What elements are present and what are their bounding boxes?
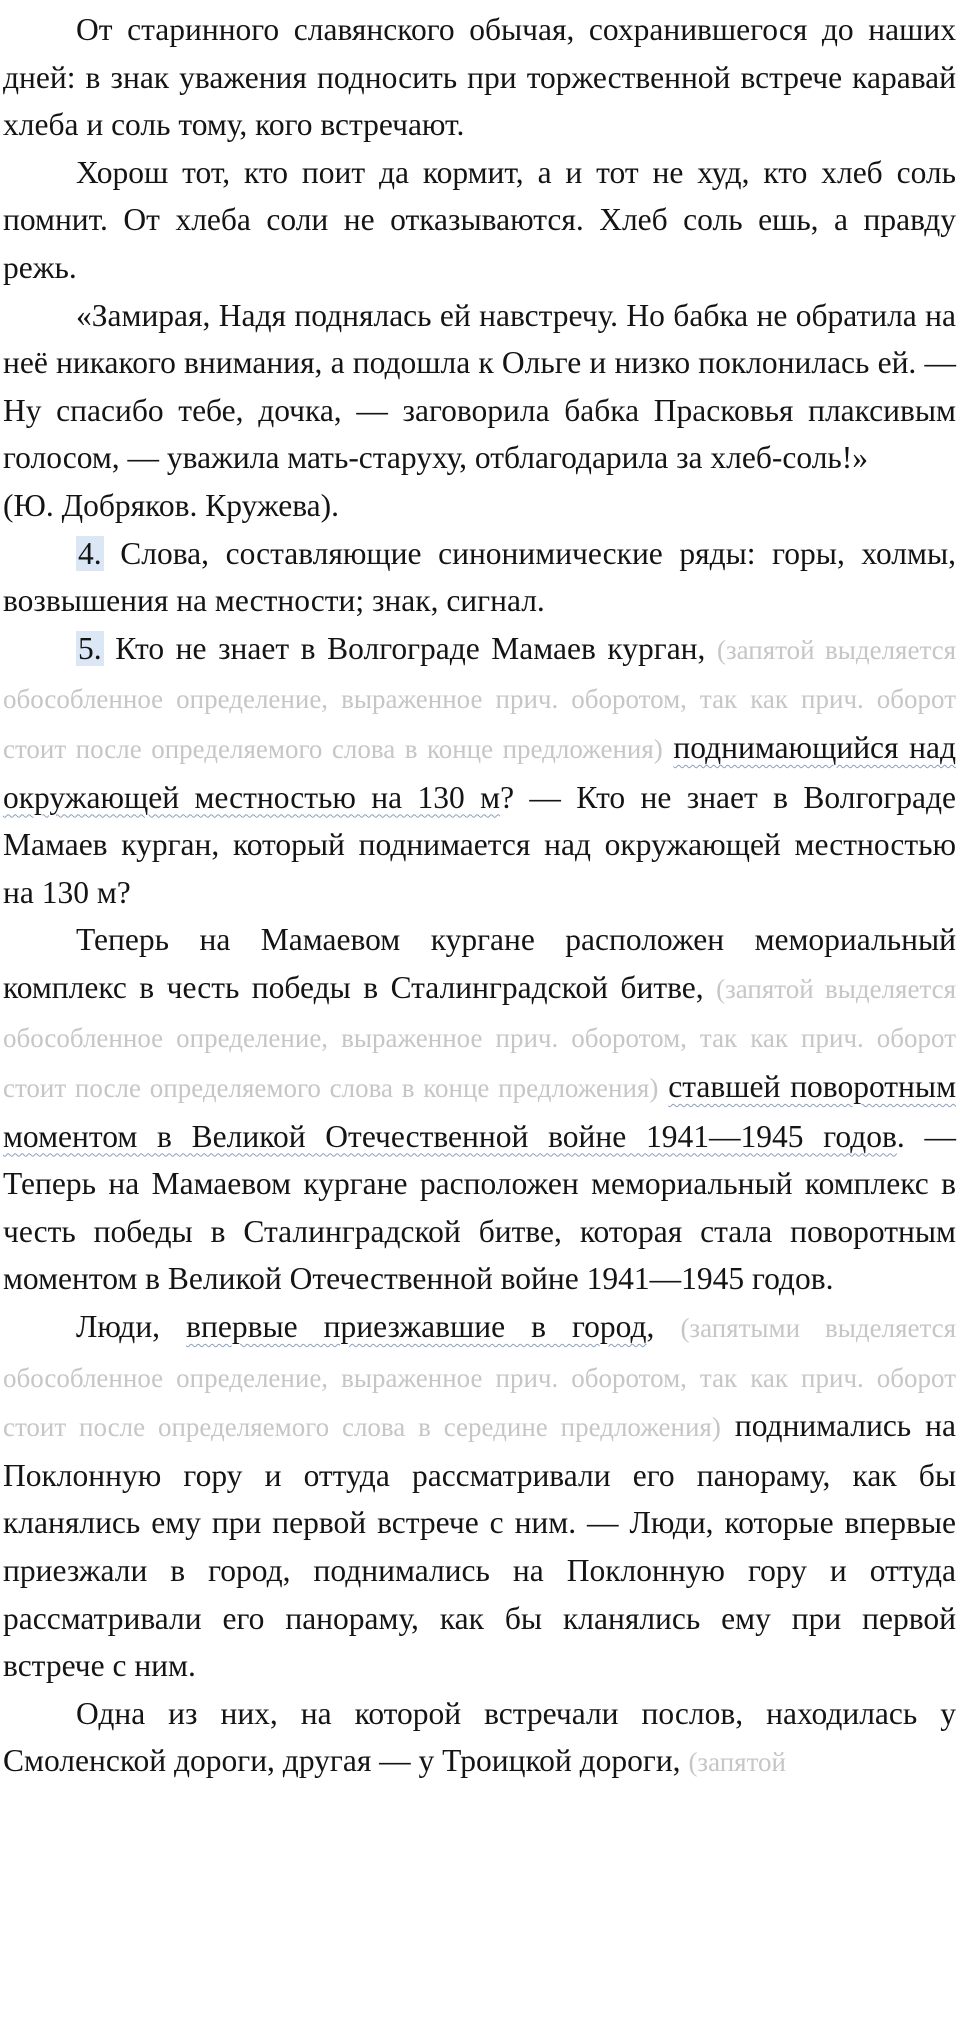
paragraph-proverbs: Хорош тот, кто поит да кормит, а и тот не худ, кто хлеб соль помнит. От хлеба соли не отказываются. Хлеб соль ешь, а правду режь. (3, 154, 956, 285)
paragraph-task-5 (3, 625, 956, 917)
participle-phrase: впервые приезжавшие в город (186, 1309, 647, 1345)
quote-source: (Ю. Добряков. Кружева). (3, 487, 340, 523)
paragraph-custom-origin: От старинного славянского обычая, сохранившегося до наших дней: в знак уважения подносить при торжественной встрече каравай хлеба и соль тому, кого встречают. (3, 12, 956, 143)
grammar-note: (запятой выделяется обособленное определение, выраженное прич. оборотом, так как прич. оборот стоит после определяемого слова в конце предложения) (3, 634, 956, 764)
paragraph-quote: «Замирая, Надя поднялась ей навстречу. Но бабка не обратила на неё никакого внимания, а подошла к Ольге и низко поклонилась ей. — Ну спасибо тебе, дочка, — заговорила бабка Прасковья плаксивым голосом, — уважила мать-старуху, отблагодарила за хлеб-соль!» (3, 297, 956, 476)
paragraph-task-4 (3, 530, 956, 625)
sentence-text: Кто не знает в Волгограде Мамаев курган, (103, 630, 717, 666)
participle-phrase: поднимающийся над окружающей местностью на 130 м (3, 729, 957, 815)
sentence-text: , (646, 1309, 681, 1345)
participle-phrase: ставшей поворотным моментом в Великой Отечественной войне 1941—1945 годов (3, 1069, 957, 1154)
sentence-text: ? — Кто не знает в Волгограде Мамаев курган, который поднимается над окружающей местностью на 130 м? (3, 779, 956, 910)
sentence-text: Теперь на Мамаевом кургане расположен мемориальный комплекс в честь победы в Сталинградской битве, (3, 922, 956, 1005)
paragraph-memorial (3, 916, 956, 1303)
sentence-text: . — Теперь на Мамаевом кургане расположен мемориальный комплекс в честь победы в Сталинградской битве, которая стала поворотным моментом в Великой Отечественной войне 1941—1945 годов. (3, 1118, 957, 1297)
grammar-note: (запятой (688, 1747, 786, 1778)
paragraph-people (3, 1303, 956, 1690)
task-text: Слова, составляющие синонимические ряды: горы, холмы, возвышения на местности; знак, сигнал. (3, 535, 956, 619)
grammar-note: (запятой выделяется обособленное определение, выраженное прич. оборотом, так как прич. оборот стоит после определяемого слова в конце предложения) (3, 973, 956, 1104)
sentence-text: Одна из них, на которой встречали послов, находилась у Смоленской дороги, другая — у Троицкой дороги, (3, 1695, 956, 1779)
sentence-text: Люди, (76, 1309, 187, 1345)
task-number: 4. (78, 535, 102, 571)
grammar-note: (запятыми выделяется обособленное определение, выраженное прич. оборотом, так как прич. оборот стоит после определяемого слова в середине предложения) (3, 1313, 957, 1443)
task-number: 5. (78, 630, 102, 666)
sentence-text: поднимались на Поклонную гору и оттуда рассматривали его панораму, как бы кланялись ему при первой встрече с ним. — Люди, которые впервые приезжали в город, поднимались на Поклонную гору и оттуда рассматривали его панораму, как бы кланялись ему при первой встрече с ним. (3, 1408, 956, 1684)
paragraph-roads (3, 1690, 956, 1787)
